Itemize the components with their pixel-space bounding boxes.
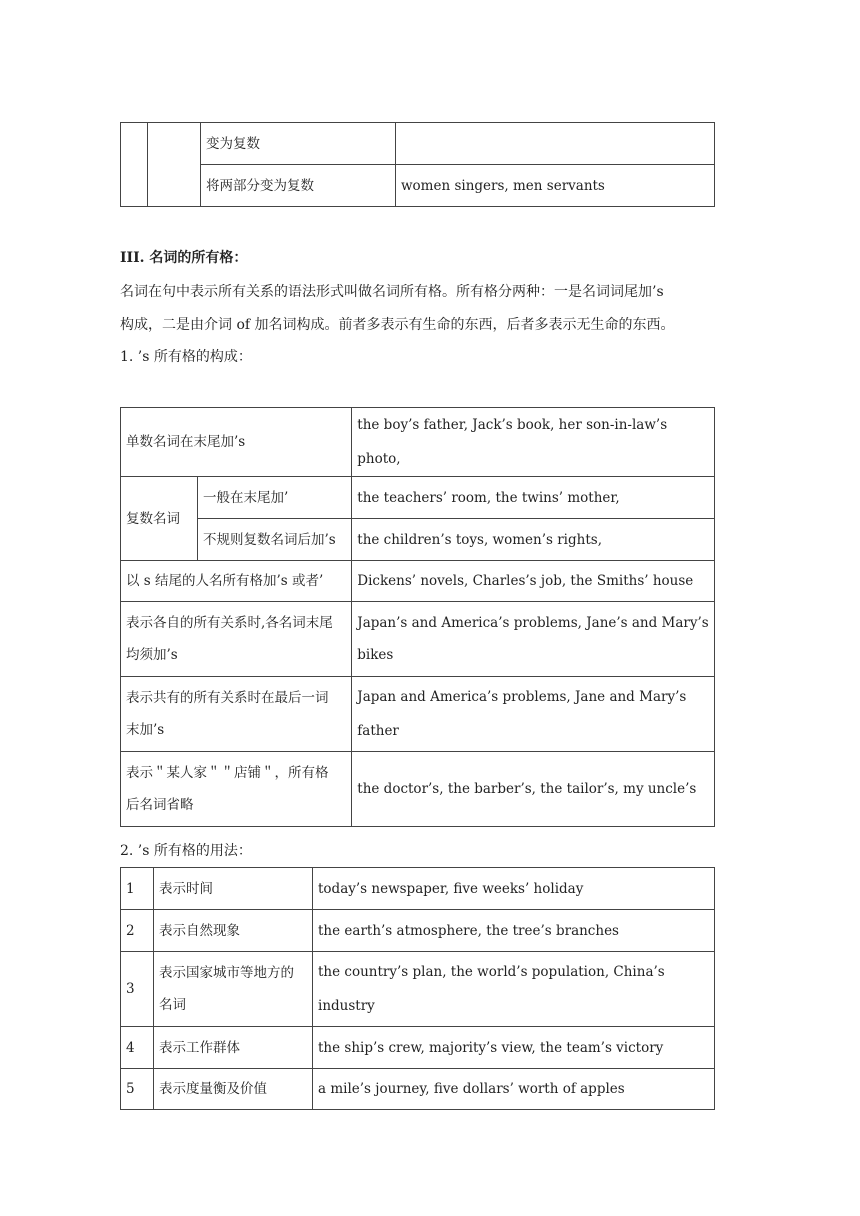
table-cell-example: the teachers’ room, the twins’ mother, [352, 477, 715, 519]
table-cell-label: 表示自然现象 [154, 910, 313, 952]
table-cell-label [121, 752, 352, 827]
table-cell-example: the country’s plan, the world’s population, China’s industry [313, 952, 715, 1027]
table-plural-compound [120, 122, 715, 207]
label-line: 表示各自的所有关系时,各名词末尾 [126, 615, 333, 631]
table-cell-number: 2 [121, 910, 154, 952]
example-line: bikes [357, 647, 394, 663]
table-cell-example: the ship’s crew, majority’s view, the team’s victory [313, 1027, 715, 1069]
table-cell-example [352, 602, 715, 677]
table-cell-label: 以 s 结尾的人名所有格加’s 或者’ [121, 561, 352, 602]
section-heading: III. 名词的所有格： [120, 250, 248, 266]
example-line: Japan’s and America’s problems, Jane’s and Mary’s [357, 615, 709, 631]
table-cell-label: 将两部分变为复数 [201, 165, 396, 207]
label-line: 表示共有的所有关系时在最后一词 [126, 690, 329, 706]
table-cell-label: 变为复数 [201, 123, 396, 165]
table-cell-label [121, 602, 352, 677]
subheading: 2. ’s 所有格的用法： [120, 843, 252, 859]
table-cell-empty [148, 123, 201, 207]
label-line: 末加’s [126, 722, 165, 738]
table-cell-group: 复数名词 [121, 477, 198, 561]
label-line: 后名词省略 [126, 797, 194, 813]
table-cell-example [396, 123, 715, 165]
table-cell-example: the earth’s atmosphere, the tree’s branches [313, 910, 715, 952]
label-line: 表示＂某人家＂＂店铺＂，所有格 [126, 765, 329, 781]
table-cell-example: women singers, men servants [396, 165, 715, 207]
table-cell-label: 单数名词在末尾加’s [121, 408, 352, 477]
table-cell-example: Japan and America’s problems, Jane and Mary’s father [352, 677, 715, 752]
label-line: 表示国家城市等地方的 [159, 965, 294, 981]
table-cell-example: Dickens’ novels, Charles’s job, the Smiths’ house [352, 561, 715, 602]
paragraph-line: 构成，二是由介词 of 加名词构成。前者多表示有生命的东西，后者多表示无生命的东西。 [120, 317, 675, 333]
table-cell-example: a mile’s journey, five dollars’ worth of apples [313, 1069, 715, 1110]
paragraph-line: 名词在句中表示所有关系的语法形式叫做名词所有格。所有格分两种：一是名词词尾加’s [120, 284, 664, 300]
table-cell-example: the children’s toys, women’s rights, [352, 519, 715, 561]
table-cell-label: 表示时间 [154, 868, 313, 910]
table-cell-number: 1 [121, 868, 154, 910]
table-possessive-usage [120, 867, 715, 1110]
table-cell-number: 5 [121, 1069, 154, 1110]
table-cell-example: today’s newspaper, five weeks’ holiday [313, 868, 715, 910]
table-possessive-formation [120, 407, 715, 827]
table-cell-label [121, 677, 352, 752]
table-cell-label: 表示工作群体 [154, 1027, 313, 1069]
table-cell-label: 表示度量衡及价值 [154, 1069, 313, 1110]
table-cell-empty [121, 123, 148, 207]
table-cell-label: 不规则复数名词后加’s [198, 519, 352, 561]
table-cell-label [154, 952, 313, 1027]
table-cell-example: the doctor’s, the barber’s, the tailor’s, my uncle’s [352, 752, 715, 827]
label-line: 名词 [159, 997, 186, 1013]
table-cell-number: 3 [121, 952, 154, 1027]
table-cell-number: 4 [121, 1027, 154, 1069]
subheading: 1. ’s 所有格的构成： [120, 349, 252, 365]
table-cell-label: 一般在末尾加’ [198, 477, 352, 519]
label-line: 均须加’s [126, 647, 178, 663]
table-cell-example: the boy’s father, Jack’s book, her son-in-law’s photo, [352, 408, 715, 477]
